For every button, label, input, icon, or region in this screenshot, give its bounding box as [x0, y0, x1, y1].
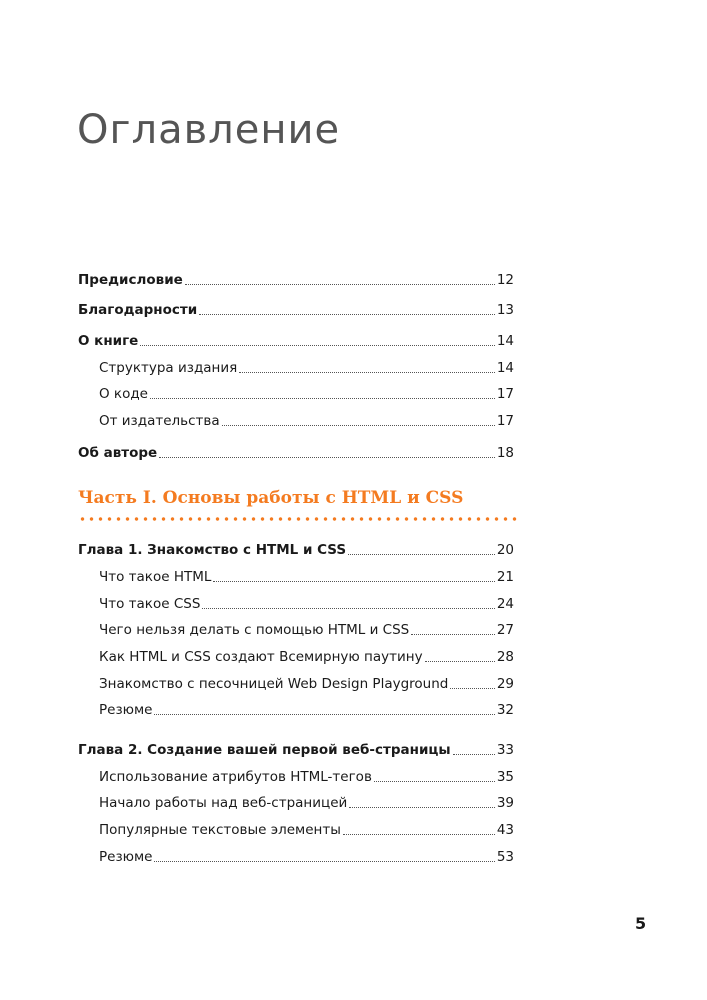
dot-leader — [343, 833, 495, 835]
toc-entry-playground[interactable] — [99, 671, 514, 693]
toc-entry-page: 17 — [496, 413, 514, 429]
toc-entry-starting-page[interactable] — [99, 790, 514, 812]
toc-entry-page: 32 — [496, 702, 514, 718]
part-title[interactable]: Часть I. Основы работы с HTML и CSS — [78, 488, 464, 508]
dot-leader — [140, 344, 494, 346]
dot-leader — [159, 456, 495, 458]
toc-entry-label: Об авторе — [78, 445, 158, 461]
toc-entry-summary-1[interactable] — [99, 697, 514, 719]
toc-entry-label: Начало работы над веб-страницей — [99, 795, 348, 811]
toc-entry-preface[interactable] — [78, 267, 514, 289]
toc-entry-page: 20 — [496, 542, 514, 558]
toc-entry-page: 39 — [496, 795, 514, 811]
toc-entry-what-is-html[interactable] — [99, 564, 514, 586]
dot-leader — [348, 553, 495, 555]
toc-entry-page: 53 — [496, 849, 514, 865]
toc-entry-label: Резюме — [99, 849, 153, 865]
dot-leader — [213, 580, 494, 582]
toc-entry-chapter-2[interactable] — [78, 737, 514, 759]
toc-entry-page: 24 — [496, 596, 514, 612]
toc-entry-page: 27 — [496, 622, 514, 638]
toc-entry-page: 14 — [496, 360, 514, 376]
toc-entry-about-book[interactable] — [78, 328, 514, 350]
toc-entry-world-wide-web[interactable] — [99, 644, 514, 666]
toc-entry-label: Структура издания — [99, 360, 238, 376]
toc-entry-about-author[interactable] — [78, 440, 514, 462]
toc-entry-page: 18 — [496, 445, 514, 461]
dot-leader — [150, 397, 495, 399]
toc-entry-chapter-1[interactable] — [78, 537, 514, 559]
dot-leader — [239, 371, 495, 373]
toc-entry-label: Использование атрибутов HTML-тегов — [99, 769, 372, 785]
toc-entry-label: О книге — [78, 333, 139, 349]
dot-leader — [450, 687, 494, 689]
toc-entry-page: 13 — [496, 302, 514, 318]
toc-entry-label: Чего нельзя делать с помощью HTML и CSS — [99, 622, 410, 638]
toc-entry-what-is-css[interactable] — [99, 591, 514, 613]
toc-entry-from-publisher[interactable] — [99, 408, 514, 430]
toc-entry-label: Знакомство с песочницей Web Design Playground — [99, 676, 449, 692]
toc-entry-label: Популярные текстовые элементы — [99, 822, 341, 838]
toc-entry-page: 14 — [496, 333, 514, 349]
toc-entry-label: О коде — [99, 386, 148, 402]
toc-entry-page: 33 — [496, 742, 514, 758]
dot-leader — [202, 607, 494, 609]
page-title: Оглавление — [77, 107, 341, 153]
toc-entry-label: Глава 1. Знакомство с HTML и CSS — [78, 542, 347, 558]
toc-entry-label: Резюме — [99, 702, 153, 718]
dot-leader — [199, 313, 495, 315]
toc-entry-acknowledgements[interactable] — [78, 297, 514, 319]
dot-leader — [185, 283, 495, 285]
dot-leader — [222, 424, 495, 426]
toc-entry-label: От издательства — [99, 413, 220, 429]
toc-entry-limitations[interactable] — [99, 617, 514, 639]
dot-leader — [425, 660, 495, 662]
toc-entry-tag-attributes[interactable] — [99, 764, 514, 786]
toc-entry-label: Благодарности — [78, 302, 198, 318]
dot-leader — [154, 860, 494, 862]
part-divider — [78, 517, 518, 521]
toc-entry-about-code[interactable] — [99, 381, 514, 403]
toc-entry-label: Предисловие — [78, 272, 183, 288]
dot-leader — [374, 780, 495, 782]
toc-entry-label: Как HTML и CSS создают Всемирную паутину — [99, 649, 423, 665]
toc-entry-page: 21 — [496, 569, 514, 585]
toc-entry-summary-2[interactable] — [99, 844, 514, 866]
toc-entry-label: Глава 2. Создание вашей первой веб-страницы — [78, 742, 451, 758]
toc-entry-page: 28 — [496, 649, 514, 665]
toc-entry-page: 12 — [496, 272, 514, 288]
dot-leader — [154, 713, 494, 715]
dot-leader — [349, 806, 495, 808]
toc-entry-page: 43 — [496, 822, 514, 838]
page-number: 5 — [635, 914, 647, 933]
toc-entry-label: Что такое CSS — [99, 596, 201, 612]
toc-entry-text-elements[interactable] — [99, 817, 514, 839]
toc-entry-page: 35 — [496, 769, 514, 785]
dot-leader — [453, 753, 495, 755]
toc-entry-label: Что такое HTML — [99, 569, 212, 585]
toc-entry-structure[interactable] — [99, 355, 514, 377]
toc-entry-page: 29 — [496, 676, 514, 692]
dot-leader — [411, 633, 495, 635]
toc-entry-page: 17 — [496, 386, 514, 402]
